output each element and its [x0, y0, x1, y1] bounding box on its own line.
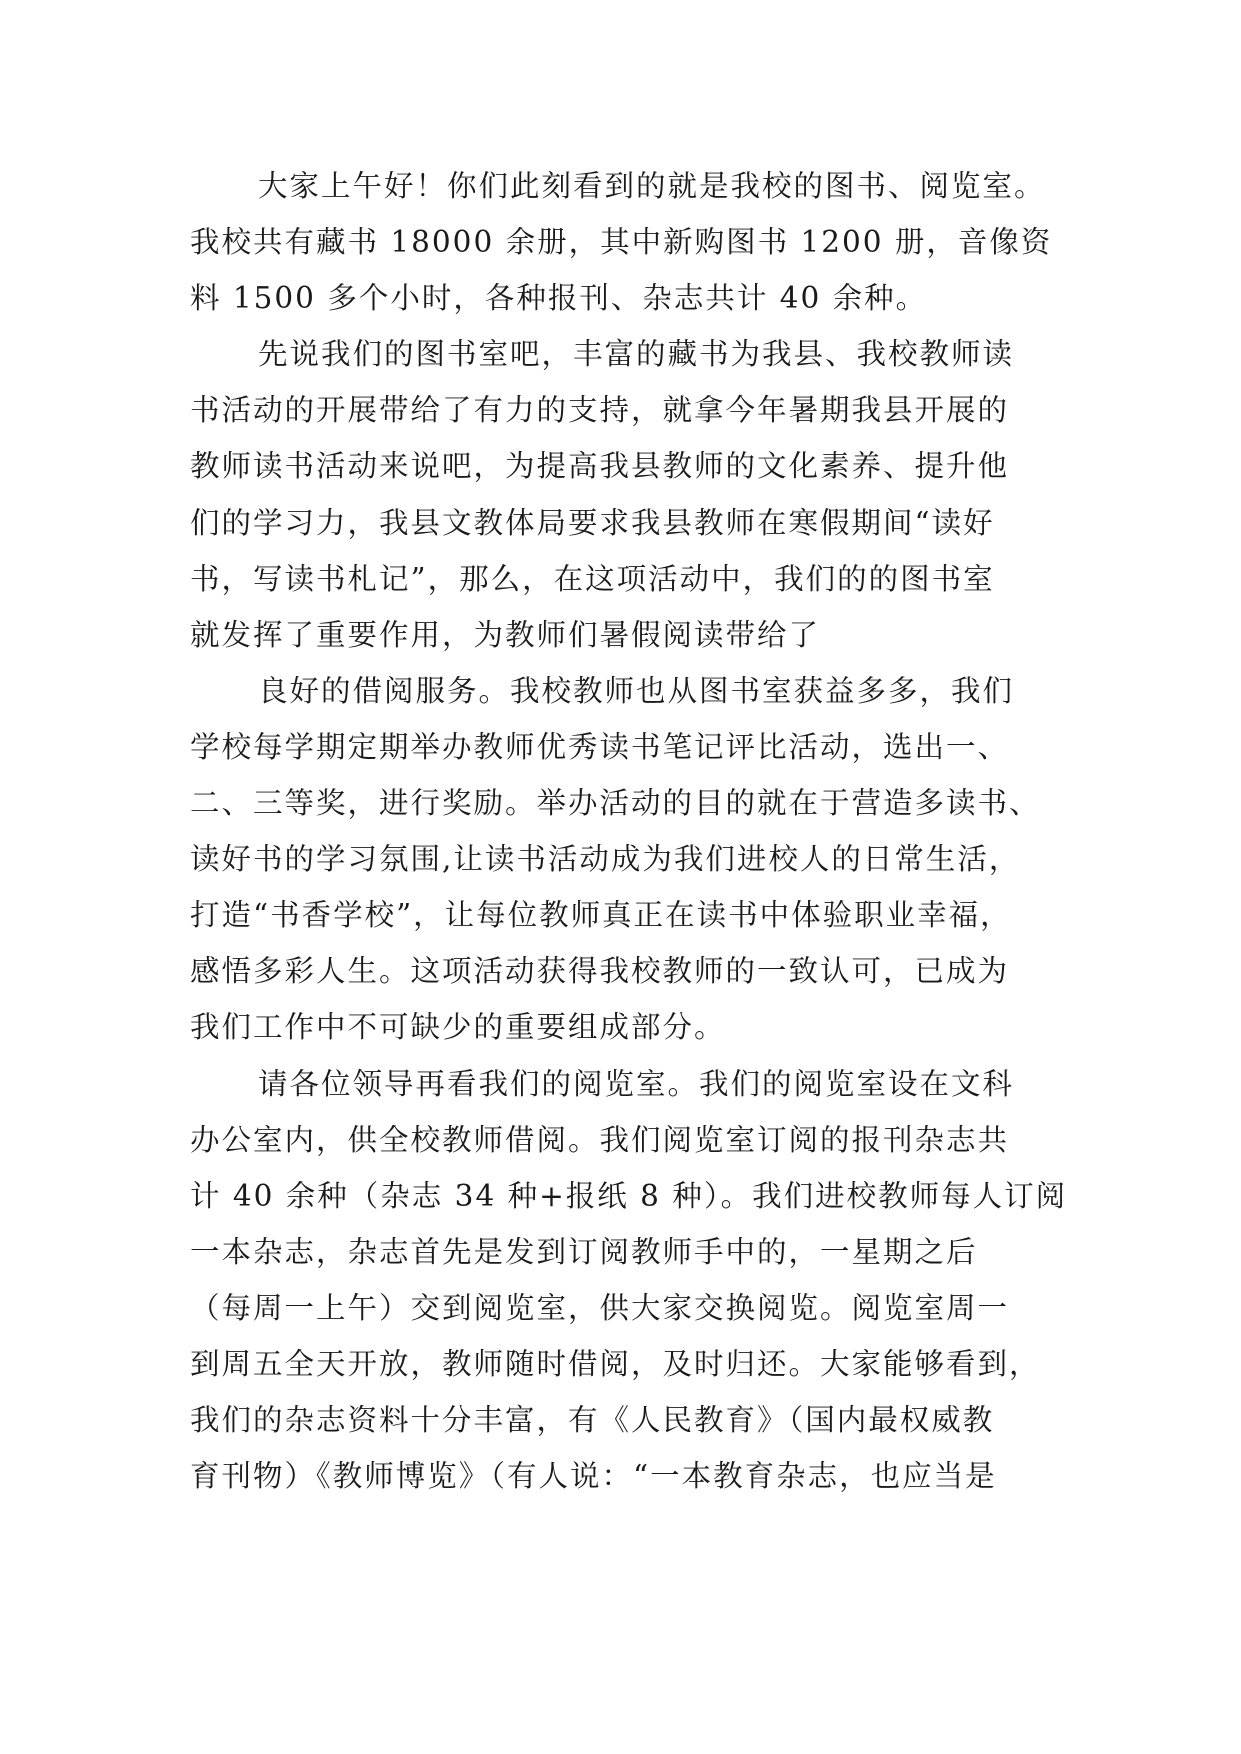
- paragraph-line: 感悟多彩人生。这项活动获得我校教师的一致认可，已成为: [190, 954, 1010, 989]
- paragraph-line: 料 1500 多个小时，各种报刊、杂志共计 40 余种。: [190, 281, 928, 316]
- document-body: [190, 158, 1070, 1504]
- paragraph-line: 请各位领导再看我们的阅览室。我们的阅览室设在文科: [258, 1066, 1015, 1101]
- paragraph-line: 就发挥了重要作用，为教师们暑假阅读带给了: [190, 617, 821, 652]
- paragraph-line: 良好的借阅服务。我校教师也从图书室获益多多，我们: [258, 673, 1015, 708]
- paragraph-line: 们的学习力，我县文教体局要求我县教师在寒假期间“读好: [190, 505, 995, 540]
- paragraph-line: 打造“书香学校”，让每位教师真正在读书中体验职业幸福，: [190, 898, 1012, 933]
- paragraph-line: 读好书的学习氛围,让读书活动成为我们进校人的日常生活，: [190, 842, 1021, 877]
- paragraph-line: 办公室内，供全校教师借阅。我们阅览室订阅的报刊杂志共: [190, 1122, 1010, 1157]
- paragraph-line: 二、三等奖，进行奖励。举办活动的目的就在于营造多读书、: [190, 786, 1041, 821]
- paragraph-line: （每周一上午）交到阅览室，供大家交换阅览。阅览室周一: [190, 1290, 1010, 1325]
- paragraph-line: 我校共有藏书 18000 余册，其中新购图书 1200 册，音像资: [190, 225, 1053, 260]
- paragraph-line: 书活动的开展带给了有力的支持，就拿今年暑期我县开展的: [190, 393, 1010, 428]
- paragraph-line: 我们工作中不可缺少的重要组成部分。: [190, 1010, 726, 1045]
- paragraph-line: 教师读书活动来说吧，为提高我县教师的文化素养、提升他: [190, 449, 1010, 484]
- paragraph-line: 学校每学期定期举办教师优秀读书笔记评比活动，选出一、: [190, 729, 1010, 764]
- paragraph-line: 育刊物）《教师博览》（有人说：“一本教育杂志，也应当是: [190, 1459, 997, 1494]
- paragraph-line: 大家上午好！你们此刻看到的就是我校的图书、阅览室。: [258, 169, 1046, 203]
- paragraph-line: 计 40 余种（杂志 34 种+报纸 8 种）。我们进校教师每人订阅: [190, 1178, 1068, 1213]
- paragraph-line: 书，写读书札记”，那么，在这项活动中，我们的的图书室: [190, 561, 995, 596]
- paragraph-line: 我们的杂志资料十分丰富，有《人民教育》（国内最权威教: [190, 1403, 995, 1438]
- paragraph-line: 先说我们的图书室吧，丰富的藏书为我县、我校教师读: [258, 337, 1015, 372]
- paragraph-line: 一本杂志，杂志首先是发到订阅教师手中的，一星期之后: [190, 1234, 978, 1269]
- paragraph-line: 到周五全天开放，教师随时借阅，及时归还。大家能够看到，: [190, 1346, 1041, 1381]
